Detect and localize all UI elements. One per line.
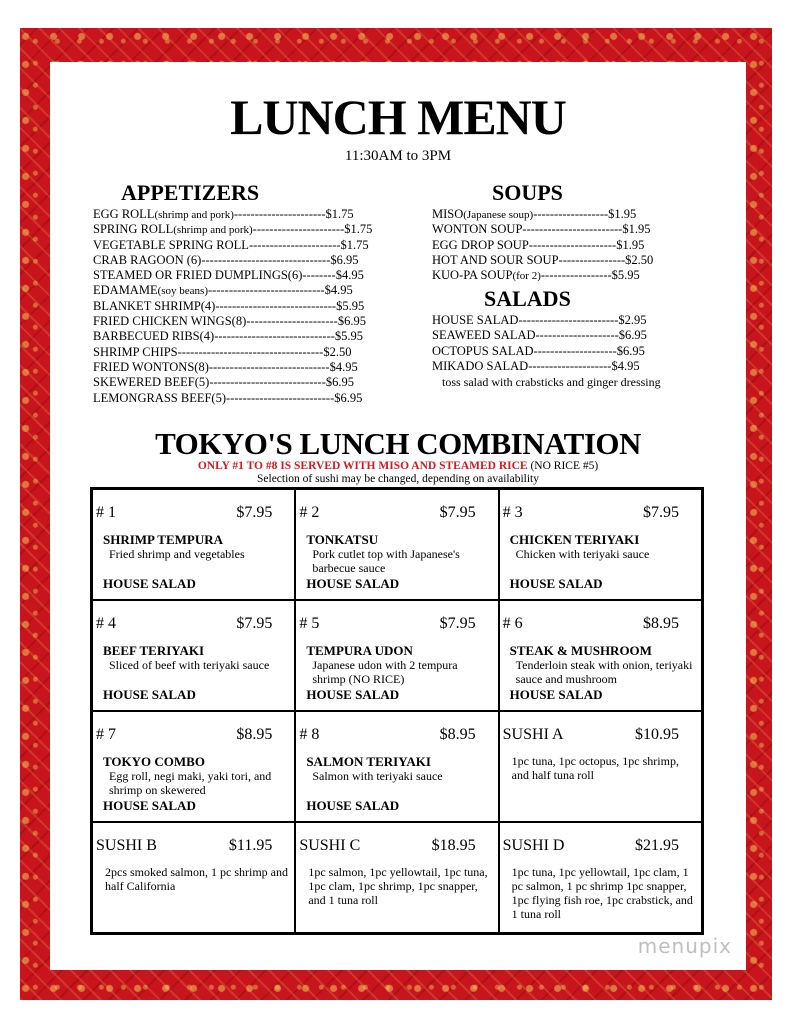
combo-price: $18.95	[431, 837, 476, 854]
combo-name: BEEF TERIYAKI	[103, 643, 205, 658]
menu-item-note: (shrimp and pork)	[173, 224, 253, 237]
combo-number: SUSHI C	[299, 837, 361, 854]
menu-item-leader: ----------------------------	[208, 283, 325, 298]
menu-item-leader: ----------------------------	[209, 375, 326, 390]
menu-item-name: EGG DROP SOUP	[432, 237, 529, 252]
combo-name: SALMON TERIYAKI	[306, 754, 431, 769]
appetizers-heading: APPETIZERS	[121, 180, 260, 205]
menu-item-name: WONTON SOUP	[432, 222, 523, 237]
combo-description: Japanese udon with 2 tempura shrimp (NO RICE)	[312, 658, 458, 686]
menu-item-price: $1.75	[325, 207, 354, 221]
menu-item	[432, 344, 647, 359]
menu-item-leader: --------------------	[535, 328, 619, 343]
menu-item-leader: --------------------	[528, 358, 612, 373]
combo-name: TOKYO COMBO	[103, 754, 205, 769]
combo-description: Fried shrimp and vegetables	[109, 547, 245, 561]
combo-number: SUSHI A	[502, 726, 564, 743]
menu-page	[50, 62, 746, 970]
combo-side: HOUSE SALAD	[103, 576, 196, 591]
menu-item-price: $2.50	[625, 252, 654, 267]
combo-description: 1pc salmon, 1pc yellowtail, 1pc tuna, 1pc clam, 1pc shrimp, 1pc snapper, and 1 tuna roll	[308, 865, 488, 907]
salads-list	[432, 313, 647, 374]
menu-item-name: FRIED CHICKEN WINGS(8)	[93, 314, 247, 329]
menu-item-price: $4.95	[335, 268, 364, 283]
menu-item-price: $1.95	[616, 237, 645, 252]
menu-item-price: $6.95	[330, 252, 359, 267]
menu-item-note: (shrimp and pork)	[154, 209, 234, 221]
combo-price: $7.95	[642, 504, 679, 521]
menu-item-leader: -----------------------------------	[177, 344, 324, 359]
combo-number: # 5	[299, 615, 320, 632]
combo-number: # 4	[96, 615, 116, 632]
menu-item-price: $6.95	[337, 314, 366, 329]
menu-item	[432, 207, 653, 222]
menu-item	[93, 391, 372, 406]
menu-item-price: $5.95	[336, 298, 365, 313]
combo-name: SHRIMP TEMPURA	[103, 532, 224, 547]
menu-item	[93, 253, 372, 268]
menu-item-name: CRAB RAGOON (6)	[93, 252, 202, 267]
combo-price: $21.95	[634, 837, 679, 854]
menu-item	[93, 238, 372, 253]
combo-cell	[92, 489, 295, 600]
combo-description: Egg roll, negi maki, yaki tori, and shrimp on skewered	[109, 769, 272, 797]
combo-cell	[295, 822, 498, 933]
combo-name: TONKATSU	[306, 532, 379, 547]
combo-description: Salmon with teriyaki sauce	[312, 769, 443, 783]
combo-cell	[499, 822, 702, 933]
combo-number: # 6	[502, 615, 523, 632]
menu-item	[432, 222, 653, 237]
menu-item	[432, 359, 647, 374]
menu-item-price: $1.75	[344, 222, 373, 237]
menu-item-name: FRIED WONTONS(8)	[93, 359, 209, 374]
menu-item-leader: --------------------	[533, 343, 617, 358]
menu-item	[93, 360, 372, 375]
combo-cell	[295, 711, 498, 822]
menu-item-name: SKEWERED BEEF(5)	[93, 375, 210, 390]
combo-number: # 8	[299, 726, 320, 743]
menu-item-name: BARBECUED RIBS(4)	[93, 329, 215, 344]
lunch-hours: 11:30AM to 3PM	[344, 148, 452, 164]
menu-item	[432, 313, 647, 328]
combo-price: $8.95	[236, 726, 273, 743]
menu-item-price: $5.95	[334, 329, 364, 344]
menu-item-leader: ------------------------	[518, 313, 619, 327]
menu-item-price: $2.95	[618, 313, 647, 327]
menu-item-leader: ------------------------	[522, 222, 623, 237]
menu-item	[93, 345, 372, 360]
menu-item-leader: ----------------------	[233, 207, 326, 221]
menu-item-name: SHRIMP CHIPS	[93, 344, 178, 359]
menu-item-price: $6.95	[325, 375, 354, 390]
menu-item-name: LEMONGRASS BEEF(5)	[93, 390, 226, 405]
menu-item-price: $6.95	[616, 343, 645, 358]
combo-number: # 2	[299, 504, 320, 521]
combo-side: HOUSE SALAD	[306, 687, 400, 702]
combo-price: $7.95	[439, 504, 476, 521]
menu-item-leader: -----------------	[540, 268, 612, 283]
combo-price: $8.95	[439, 726, 476, 743]
combo-side: HOUSE SALAD	[306, 798, 400, 813]
combo-cell	[499, 600, 702, 711]
menu-item	[93, 329, 372, 344]
menu-item-name: KUO-PA SOUP	[432, 268, 513, 283]
combination-notice-no-rice: (NO RICE #5)	[527, 460, 599, 472]
menu-item-name: EGG ROLL	[93, 207, 155, 221]
menu-item-leader: ------------------	[533, 207, 609, 221]
menu-item-leader: ----------------------	[252, 222, 345, 237]
soups-heading: SOUPS	[492, 180, 563, 205]
combo-side: HOUSE SALAD	[509, 576, 603, 591]
menu-item	[432, 328, 647, 343]
menu-item	[93, 375, 372, 390]
combo-side: HOUSE SALAD	[103, 687, 196, 702]
menu-item-price: $4.95	[611, 358, 640, 373]
menu-item-note: (soy beans)	[157, 285, 208, 298]
combo-cell	[92, 600, 295, 711]
menu-item	[432, 253, 653, 268]
menu-title: LUNCH MENU	[230, 89, 566, 145]
menu-item-leader: ---------------------	[528, 237, 617, 252]
combo-description: 1pc tuna, 1pc octopus, 1pc shrimp, and half tuna roll	[511, 754, 679, 782]
menu-item	[93, 207, 372, 222]
menu-item-name: VEGETABLE SPRING ROLL	[93, 237, 249, 252]
menu-item-leader: -----------------------------	[208, 359, 330, 374]
menu-item-leader: -----------------------------	[214, 329, 335, 344]
menu-item-name: OCTOPUS SALAD	[432, 343, 534, 358]
combo-side: HOUSE SALAD	[509, 687, 603, 702]
menu-item-leader: -------------------------------	[201, 252, 331, 267]
mikado-salad-description: toss salad with crabsticks and ginger dressing	[442, 375, 661, 389]
combo-cell	[295, 489, 498, 600]
menu-item-price: $6.95	[334, 390, 363, 405]
soups-list	[432, 207, 653, 283]
menu-item-name: SEAWEED SALAD	[432, 328, 536, 343]
combo-side: HOUSE SALAD	[103, 798, 196, 813]
combo-name: TEMPURA UDON	[306, 643, 413, 658]
combo-price: $7.95	[236, 615, 273, 632]
combo-description: 1pc tuna, 1pc yellowtail, 1pc clam, 1 pc salmon, 1 pc shrimp 1pc snapper, 1pc flying fish roe, 1pc crabstick, and 1 tuna roll	[511, 865, 693, 921]
menu-item-name: MIKADO SALAD	[432, 358, 529, 373]
menu-item-note: (for 2)	[512, 270, 541, 283]
menu-item	[432, 238, 653, 253]
menu-item-name: SPRING ROLL	[93, 222, 174, 237]
menu-item-leader: -----------------------------	[215, 298, 337, 313]
menu-item	[93, 268, 372, 283]
menu-item-note: (Japanese soup)	[463, 209, 534, 221]
combo-price: $10.95	[634, 726, 679, 743]
watermark-logo: menupix	[637, 934, 732, 958]
combo-cell	[499, 711, 702, 822]
salads-heading: SALADS	[484, 286, 571, 311]
menu-item	[432, 268, 653, 283]
menu-item-leader: --------------------------	[226, 390, 335, 405]
combo-number: SUSHI D	[502, 837, 565, 854]
combo-price: $7.95	[236, 504, 273, 521]
combo-description: Chicken with teriyaki sauce	[515, 547, 650, 561]
menu-item	[93, 283, 372, 298]
menu-item	[93, 299, 372, 314]
combo-cell	[295, 600, 498, 711]
combo-price: $7.95	[439, 615, 476, 632]
combo-name: CHICKEN TERIYAKI	[509, 532, 640, 547]
combo-cell	[92, 711, 295, 822]
combination-notice-red: ONLY #1 TO #8 IS SERVED WITH MISO AND STEAMED RICE	[197, 460, 528, 472]
combo-description: Sliced of beef with teriyaki sauce	[109, 658, 270, 672]
combination-title: TOKYO'S LUNCH COMBINATION	[155, 426, 641, 461]
menu-item-price: $5.95	[611, 268, 640, 283]
combination-subnotice: Selection of sushi may be changed, depending on availability	[257, 473, 539, 485]
menu-item-name: HOT AND SOUR SOUP	[432, 252, 559, 267]
combo-description: Pork cutlet top with Japanese's barbecue sauce	[312, 547, 460, 575]
combo-description: 2pcs smoked salmon, 1 pc shrimp and half California	[105, 865, 288, 893]
combination-grid	[90, 487, 704, 935]
menu-item-price: $2.50	[323, 344, 352, 359]
menu-item-price: $4.95	[329, 359, 358, 374]
menu-item-leader: --------	[302, 268, 336, 283]
menu-item-price: $1.95	[608, 207, 637, 221]
combo-number: SUSHI B	[96, 837, 157, 854]
menu-item-price: $4.95	[324, 283, 353, 298]
menu-item	[93, 222, 372, 237]
menu-item-name: MISO	[432, 207, 464, 221]
combo-number: # 3	[502, 504, 523, 521]
menu-item-name: BLANKET SHRIMP(4)	[93, 298, 216, 313]
menu-item-price: $1.75	[340, 237, 369, 252]
combo-cell	[499, 489, 702, 600]
combo-description: Tenderloin steak with onion, teriyaki sauce and mushroom	[515, 658, 693, 686]
combo-number: # 7	[96, 726, 116, 743]
menu-item-price: $6.95	[618, 328, 647, 343]
menu-item-leader: ----------------------	[246, 314, 338, 329]
combination-notice	[50, 460, 746, 472]
combo-side: HOUSE SALAD	[306, 576, 400, 591]
menu-item-name: STEAMED OR FRIED DUMPLINGS(6)	[93, 268, 303, 283]
combo-cell	[92, 822, 295, 933]
menu-item-name: HOUSE SALAD	[432, 313, 519, 327]
menu-item	[93, 314, 372, 329]
combo-price: $11.95	[228, 837, 273, 854]
combo-name: STEAK & MUSHROOM	[509, 643, 652, 658]
menu-item-leader: ----------------------	[248, 237, 341, 252]
combo-price: $8.95	[642, 615, 679, 632]
menu-item-name: EDAMAME	[93, 283, 158, 298]
appetizers-list	[93, 207, 372, 406]
menu-item-leader: ----------------	[558, 252, 626, 267]
menu-item-price: $1.95	[622, 222, 651, 237]
combo-number: # 1	[96, 504, 116, 521]
